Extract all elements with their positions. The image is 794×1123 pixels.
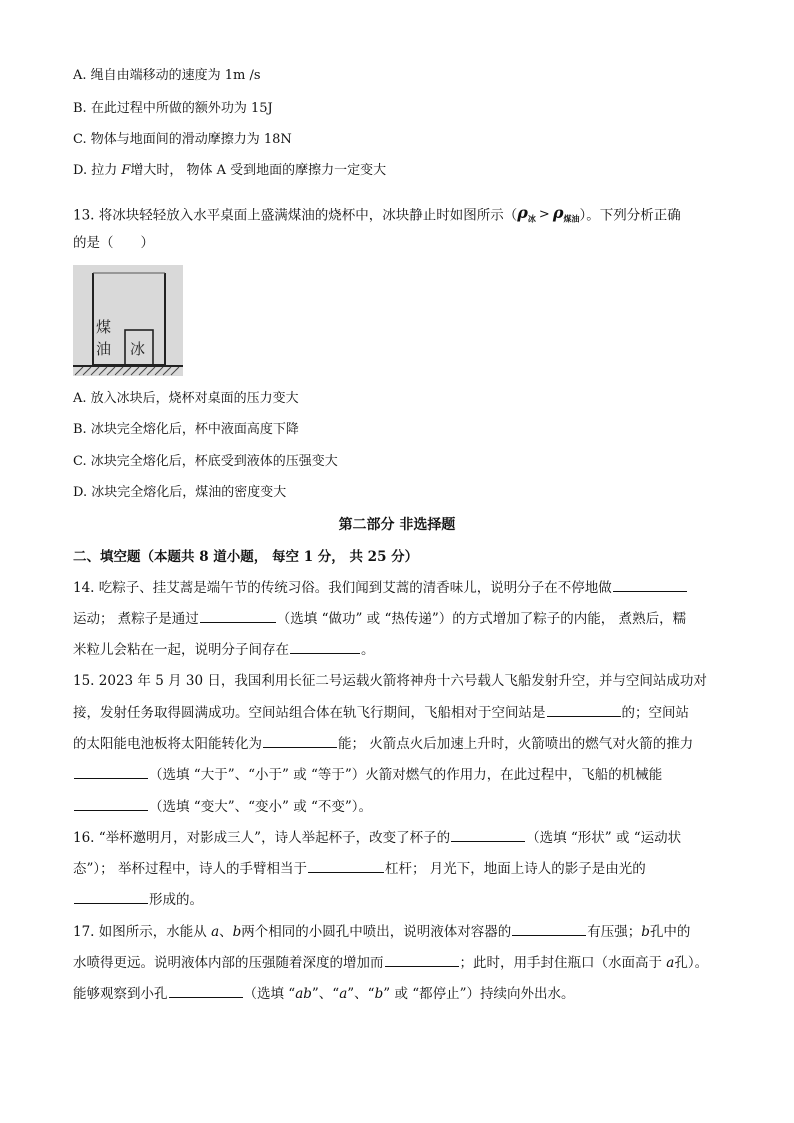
q14-line1	[73, 577, 688, 598]
q17-text1c: 两个相同的小圆孔中喷出，说明液体对容器的	[241, 924, 512, 940]
label-ice: 冰	[130, 340, 146, 358]
q16-line1	[73, 827, 681, 848]
beaker-diagram	[73, 265, 183, 376]
q15-text4: （选填 “大于”、“小于” 或 “等于”）火箭对燃气的作用力，在此过程中，飞船的机械能	[149, 767, 663, 783]
hole-a-label: a	[211, 924, 220, 940]
q17-text1b: 、	[219, 924, 233, 940]
q12-option-b: B. 在此过程中所做的额外功为 15J	[73, 101, 273, 116]
fill-blank-section-heading: 二、填空题（本题共 8 道小题， 每空 1 分， 共 25 分）	[73, 549, 419, 565]
q15-text2b: 的；空间站	[621, 705, 689, 721]
q16-text3: 形成的。	[149, 892, 203, 908]
q17-text1d: 有压强；	[587, 924, 642, 940]
q16-text2a: 态”）； 举杯过程中，诗人的手臂相当于	[73, 861, 307, 877]
answer-blank[interactable]	[613, 577, 687, 592]
answer-blank[interactable]	[74, 889, 148, 904]
q17-text3c: ”、“	[311, 986, 340, 1002]
q15-line2	[73, 702, 689, 723]
hole-b-label: b	[232, 924, 242, 940]
q15-text2a: 接，发射任务取得圆满成功。空间站组合体在轨飞行期间，飞船相对于空间站是	[73, 705, 546, 721]
q13-option-d: D. 冰块完全熔化后，煤油的密度变大	[73, 485, 287, 500]
q14-text3b: 。	[361, 642, 375, 658]
answer-blank[interactable]	[308, 858, 384, 873]
figure-background	[73, 265, 183, 376]
q13-option-a: A. 放入冰块后，烧杯对桌面的压力变大	[73, 391, 299, 406]
q13-stem-line2: 的是（ ）	[73, 235, 154, 251]
q12-d-prefix: D. 拉力	[73, 163, 122, 178]
answer-blank[interactable]	[74, 796, 148, 811]
q14-text2b: （选填 “做功” 或 “热传递”）的方式增加了粽子的内能， 煮熟后，糯	[276, 611, 687, 627]
q15-line1: 15. 2023 年 5 月 30 日，我国利用长征二号运载火箭将神舟十六号载人飞船发射升空，并与空间站成功对	[73, 673, 707, 689]
q16-text2b: 杠杆； 月光下，地面上诗人的影子是由光的	[384, 861, 646, 877]
answer-blank[interactable]	[200, 608, 276, 623]
answer-blank[interactable]	[512, 921, 586, 936]
answer-blank[interactable]	[451, 827, 525, 842]
rho-sub-ice: 冰	[527, 213, 536, 224]
hole-b-label: b	[641, 924, 650, 940]
q15-text3a: 的太阳能电池板将太阳能转化为	[73, 736, 262, 752]
rho-symbol-2: ρ	[552, 203, 564, 222]
q15-line4	[73, 764, 662, 785]
q13-option-c: C. 冰块完全熔化后，杯底受到液体的压强变大	[73, 454, 338, 469]
beaker-figure	[73, 265, 183, 376]
q12-d-var: F	[121, 163, 131, 178]
q17-text2a: 水喷得更远。说明液体内部的压强随着深度的增加而	[73, 955, 384, 971]
q17-text2c: 孔）。	[674, 955, 709, 971]
q16-line3	[73, 889, 203, 910]
q13-stem-after: ）。下列分析正确	[579, 207, 681, 224]
answer-blank[interactable]	[74, 764, 148, 779]
q12-option-a: A. 绳自由端移动的速度为 1m /s	[73, 68, 261, 83]
q17-text2b: ；此时，用手封住瓶口（水面高于	[459, 955, 667, 971]
q15-line3	[73, 733, 693, 754]
answer-blank[interactable]	[169, 983, 243, 998]
q16-text1b: （选填 “形状” 或 “运动状	[526, 830, 682, 846]
q17-line3	[73, 983, 575, 1004]
part2-title: 第二部分 非选择题	[338, 517, 456, 533]
q14-text1: 14. 吃粽子、挂艾蒿是端午节的传统习俗。我们闻到艾蒿的清香味儿，说明分子在不停地做	[73, 580, 612, 596]
hole-b-label: b	[374, 986, 384, 1002]
q17-text3d: ”、“	[347, 986, 375, 1002]
q15-text3b: 能； 火箭点火后加速上升时，火箭喷出的燃气对火箭的推力	[338, 736, 694, 752]
q17-text1e: 孔中的	[649, 924, 691, 940]
q13-stem	[73, 203, 681, 229]
rho-sub-oil: 煤油	[563, 213, 580, 224]
q14-line3	[73, 639, 375, 660]
answer-blank[interactable]	[547, 702, 621, 717]
rho-symbol-1: ρ	[517, 203, 528, 222]
answer-blank[interactable]	[290, 639, 360, 654]
q17-text3b: （选填 “	[243, 986, 296, 1002]
q15-line5	[73, 796, 372, 817]
answer-blank[interactable]	[263, 733, 337, 748]
q14-line2	[73, 608, 686, 629]
q12-d-suffix: 增大时， 物体 A 受到地面的摩擦力一定变大	[130, 163, 387, 178]
q15-text5: （选填 “变大”、“变小” 或 “不变”）。	[149, 799, 373, 815]
q17-text1a: 17. 如图所示，水能从	[73, 924, 212, 940]
q17-line2	[73, 952, 708, 973]
label-oil-1: 煤	[96, 318, 112, 336]
hole-ab-label: ab	[295, 986, 312, 1002]
hole-a-label: a	[666, 955, 675, 971]
greater-than: >	[538, 207, 550, 222]
q13-stem-before: 13. 将冰块轻轻放入水平桌面上盛满煤油的烧杯中，冰块静止时如图所示（	[73, 207, 518, 224]
q17-text3a: 能够观察到小孔	[73, 986, 168, 1002]
q16-text1a: 16. “举杯邀明月，对影成三人”，诗人举起杯子，改变了杯子的	[73, 830, 451, 846]
q12-option-d	[73, 161, 386, 181]
q17-text3e: ” 或 “都停止”）持续向外出水。	[383, 986, 575, 1002]
label-oil-2: 油	[96, 340, 112, 358]
density-formula	[517, 203, 579, 229]
q17-line1	[73, 921, 690, 942]
hole-a-label: a	[339, 986, 348, 1002]
q16-line2	[73, 858, 646, 879]
answer-blank[interactable]	[385, 952, 459, 967]
q13-option-b: B. 冰块完全熔化后，杯中液面高度下降	[73, 422, 299, 437]
q14-text3a: 米粒儿会粘在一起，说明分子间存在	[73, 642, 289, 658]
q12-option-c: C. 物体与地面间的滑动摩擦力为 18N	[73, 132, 292, 147]
q14-text2a: 运动； 煮粽子是通过	[73, 611, 199, 627]
